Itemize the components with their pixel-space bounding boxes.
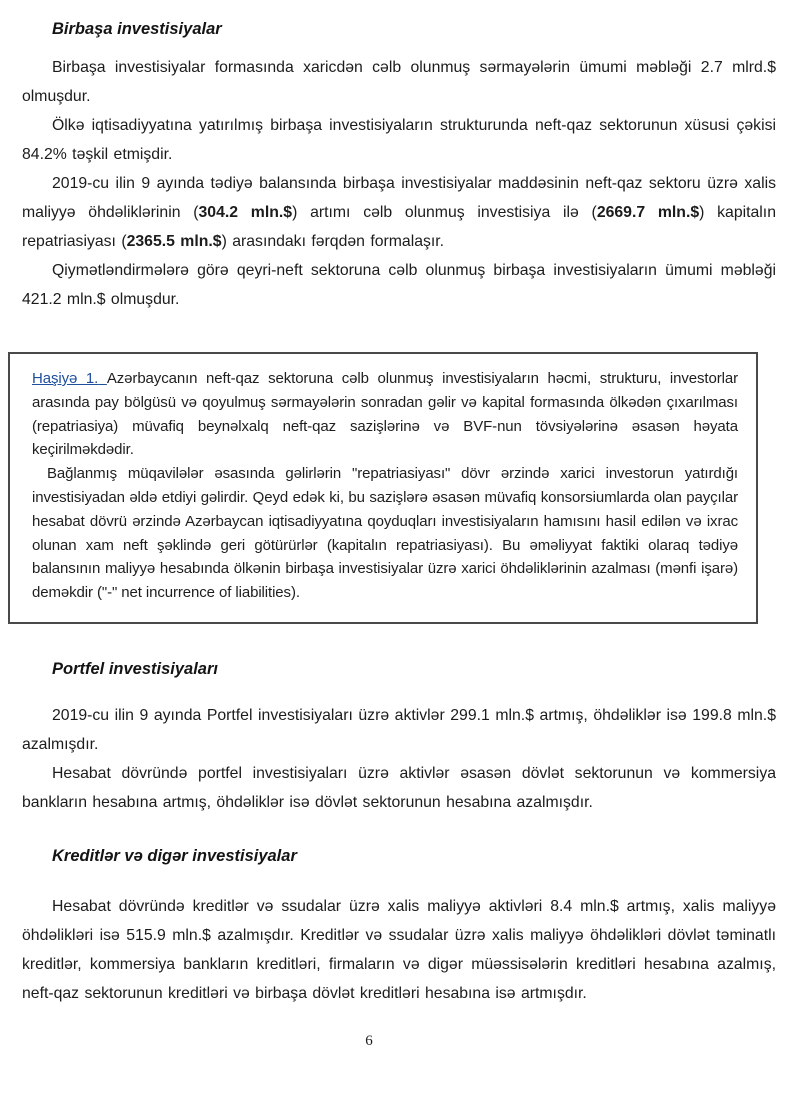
note-label-link[interactable]: Haşiyə 1. — [32, 370, 99, 387]
page-number: 6 — [365, 1032, 373, 1049]
section-heading-loans-other-investments: Kreditlər və digər investisiyalar — [52, 846, 297, 865]
paragraph-non-oil-fdi: Qiymətləndirmələrə görə qeyri-neft sektoruna cəlb olunmuş birbaşa investisiyaların ümumi məbləği 421.2 mln.$ olmuşdur. — [22, 262, 776, 308]
paragraph-portfolio-assets: 2019-cu ilin 9 ayında Portfel investisiyaları üzrə aktivlər 299.1 mln.$ artmış, öhdəliklər isə 199.8 mln.$ azalmışdır. — [22, 706, 776, 753]
note-paragraph-2: Bağlanmış müqavilələr əsasında gəlirlərin "repatriasiyası" dövr ərzində xarici investorun yatırdığı investisiyadan əldə etdiyi gəlirdir. Qeyd edək ki, bu sazişlərə əsasən müvafiq konsorsiumlarda olan payçılar hesabat dövrü ərzində Azərbaycan iqtisadiyyatına qoyduqları investisiyaların hamısını hasil edilən və ixrac olunan xam neft şəklində geri götürürlər (kapitalın repatriasiyası). Bu əməliyyat faktiki olaraq tədiyə balansının maliyyə hesabında ölkənin birbaşa investisiyalar üzrə xarici öhdəliklərinin azalması (mənfi işarə) deməkdir ("-" net incurrence of liabilities). — [32, 465, 738, 602]
section-heading-direct-investments: Birbaşa investisiyalar — [52, 20, 222, 38]
note-paragraph-1-text: Azərbaycanın neft-qaz sektoruna cəlb olunmuş investisiyaların həcmi, strukturu, investorlar arasında pay bölgüsü və qoyulmuş sərmayələrin sonradan gəlir və kapital formasında ölkədən çıxarılması (repatriasiya) müvafiq beynəlxalq neft-qaz sazişlərinə və BVF-nun tövsiyələrinə əsasən həyata keçirilməkdədir. — [32, 370, 738, 459]
paragraph-loans: Hesabat dövründə kreditlər və ssudalar üzrə xalis maliyyə aktivləri 8.4 mln.$ artmış, xalis maliyyə öhdəlikləri isə 515.9 mln.$ azalmışdır. Kreditlər və ssudalar üzrə xalis maliyyə öhdəlikləri dövlət təminatlı kreditlər, kommersiya bankların kreditləri, firmaların və digər müəssisələrin kreditləri hesabına azalmış, neft-qaz sektorunun kreditləri və birbaşa dövlət kreditləri hesabına isə artmışdır. — [22, 897, 776, 1002]
paragraph-oil-gas-share: Ölkə iqtisadiyyatına yatırılmış birbaşa investisiyaların strukturunda neft-qaz sektorunun xüsusi çəkisi 84.2% təşkil etmişdir. — [22, 117, 776, 163]
paragraph-portfolio-sectors: Hesabat dövründə portfel investisiyaları üzrə aktivlər əsasən dövlət sektorunun və kommersiya bankların hesabına artmış, öhdəliklər isə dövlət sektorunun hesabına azalmışdır. — [22, 764, 776, 811]
section-heading-portfolio-investments: Portfel investisiyaları — [52, 659, 218, 678]
paragraph-balance-of-payments: 2019-cu ilin 9 ayında tədiyə balansında birbaşa investisiyalar maddəsinin neft-qaz sektoru üzrə xalis maliyyə öhdəliklərinin (304.2 mln.$) artımı cəlb olunmuş investisiya ilə (2669.7 mln.$) kapitalın repatriasiyası (2365.5 mln.$) arasındakı fərqdən formalaşır. — [22, 175, 776, 250]
paragraph-fdi-total: Birbaşa investisiyalar formasında xaricdən cəlb olunmuş sərmayələrin ümumi məbləği 2.7 mlrd.$ olmuşdur. — [22, 59, 776, 105]
note-paragraph-1 — [32, 367, 738, 462]
note-box-hasiye-1 — [8, 352, 758, 624]
